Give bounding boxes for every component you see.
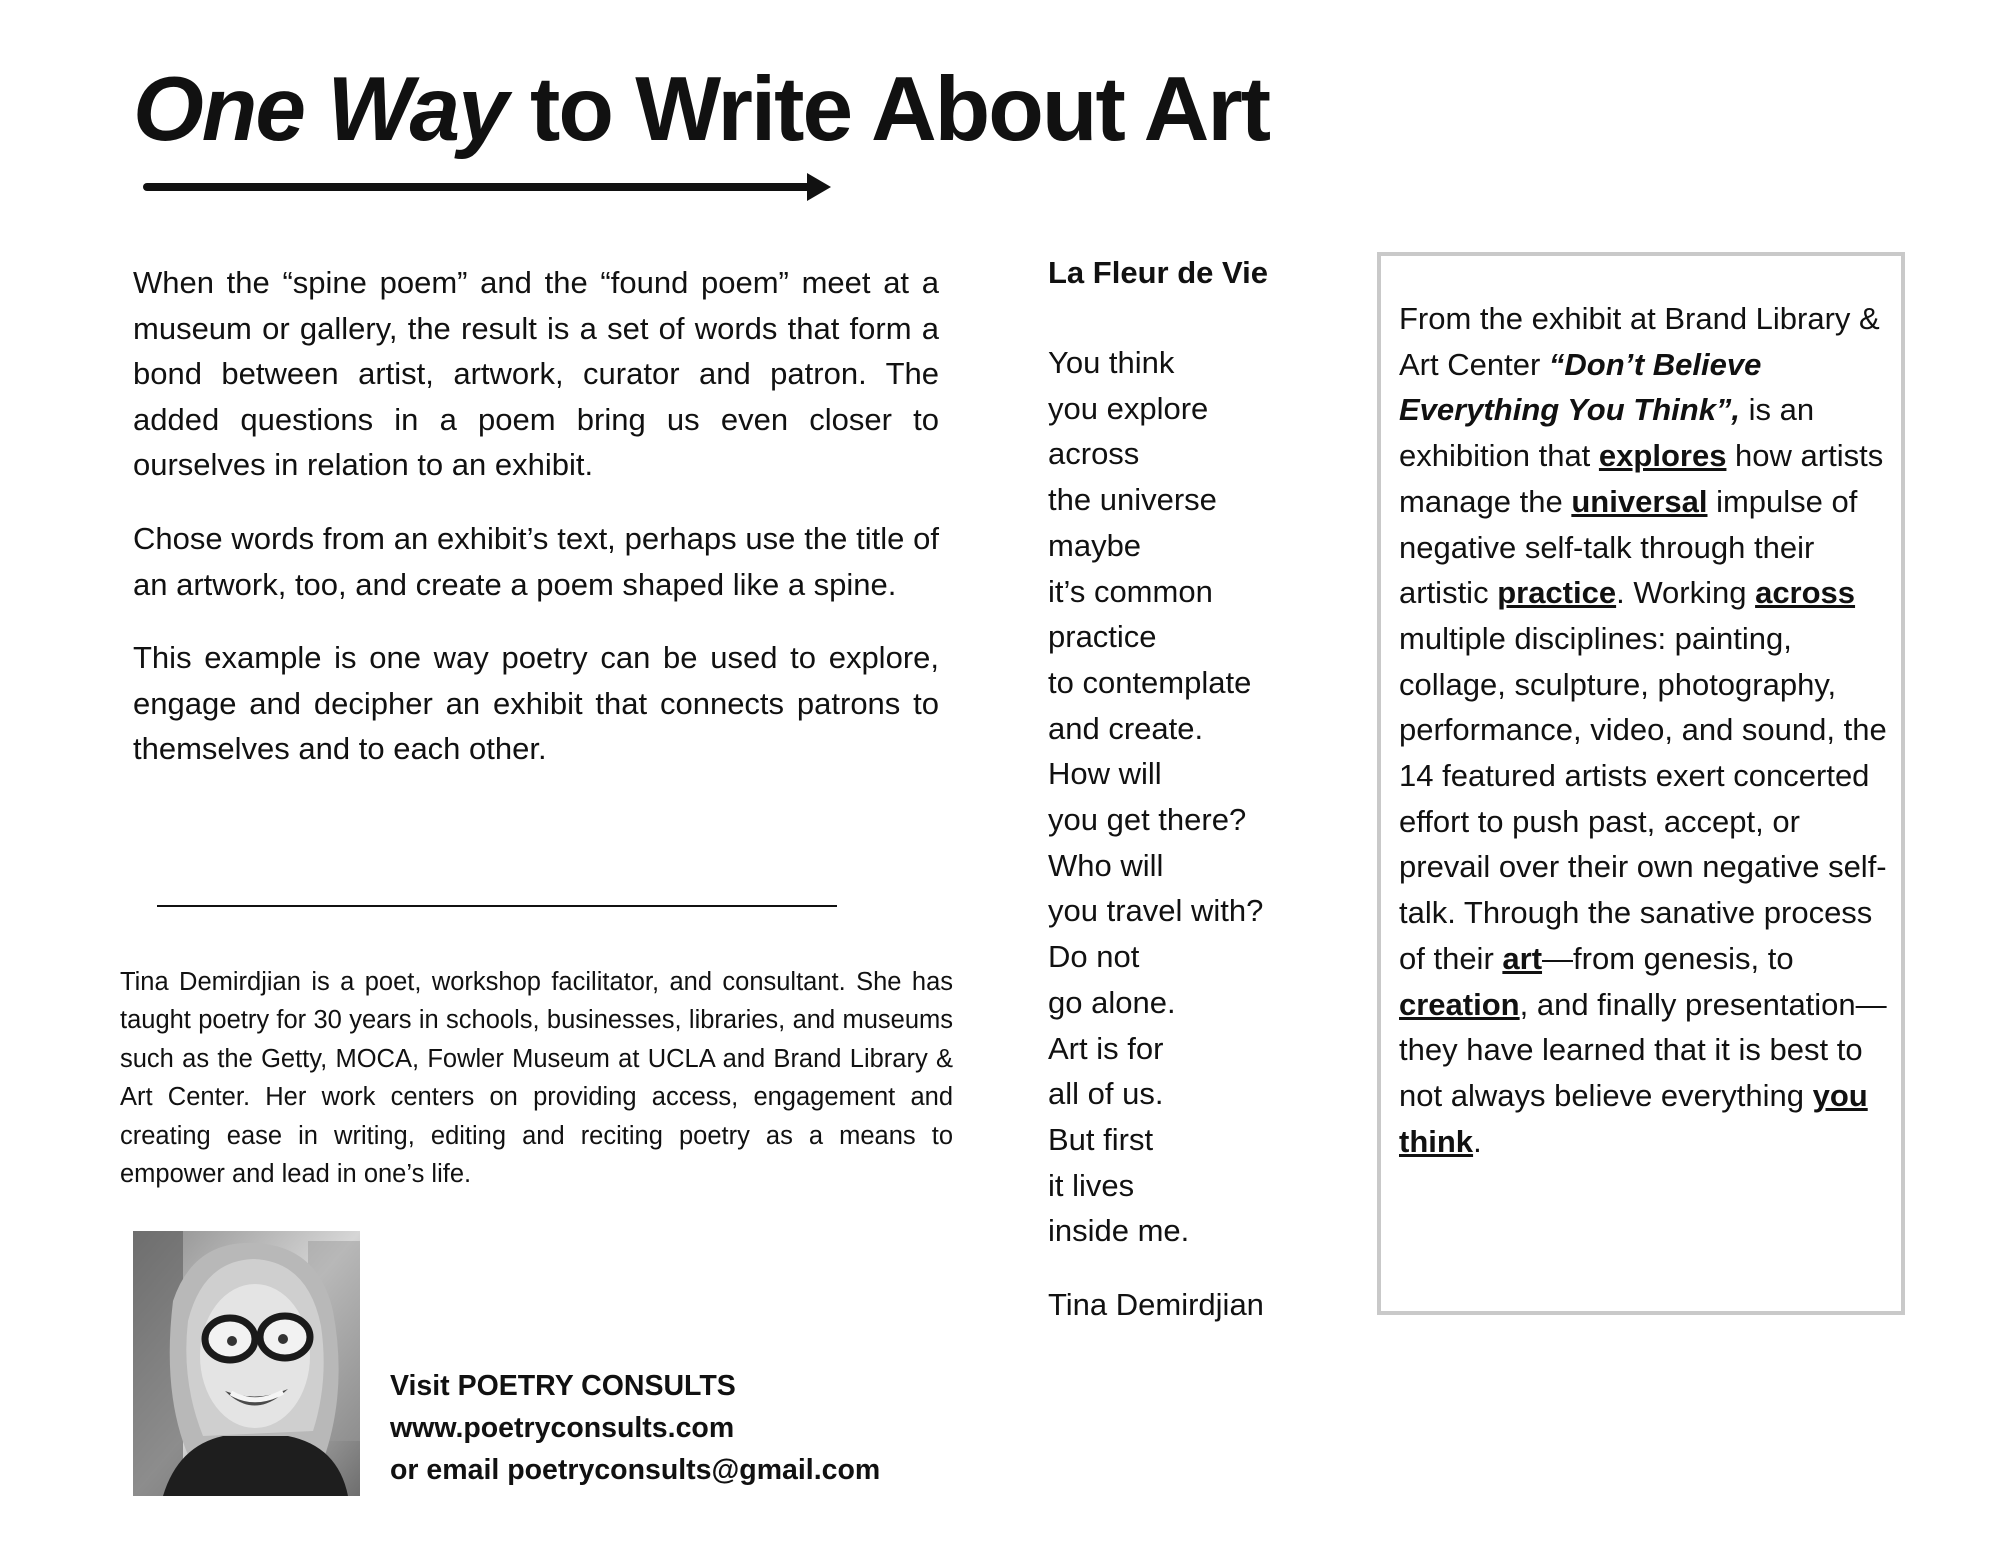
poem-line: maybe — [1048, 527, 1142, 563]
intro-paragraph-2: Chose words from an exhibit’s text, perhaps use the title of an artwork, too, and create a poem shaped like a spine. — [133, 520, 939, 602]
exhibit-description — [1399, 296, 1889, 1164]
contact-website-link[interactable]: www.poetryconsults.com — [390, 1412, 735, 1444]
box-text-segment: . — [1473, 1123, 1482, 1159]
contact-email: or email poetryconsults@gmail.com — [390, 1454, 881, 1486]
highlight-word: practice — [1497, 575, 1617, 611]
highlight-word: art — [1502, 940, 1543, 976]
intro-paragraph-3: This example is one way poetry can be used to explore, engage and decipher an exhibit that connects patrons to themselves and to each other. — [133, 640, 939, 767]
poem-line: inside me. — [1048, 1213, 1190, 1249]
box-text-segment: From the exhibit at Brand Library & Art Center — [1399, 301, 1880, 382]
poem-line: How will — [1048, 756, 1162, 792]
box-text-segment: how artists manage the — [1399, 438, 1884, 519]
poem-line: Do not — [1048, 939, 1140, 975]
poem-line: You think — [1048, 345, 1175, 380]
poem-line: Who will — [1048, 847, 1164, 883]
contact-block — [390, 1365, 880, 1491]
spine-poem — [1048, 250, 1318, 1327]
intro-paragraph-1: When the “spine poem” and the “found poem” meet at a museum or gallery, the result is a set of words that form a bond between artist, artwork, curator and patron. The added questions in a poem bring us even closer to ourselves in relation to an exhibit. — [133, 265, 939, 483]
poem-line: all of us. — [1048, 1076, 1164, 1112]
highlight-word: think — [1399, 1123, 1474, 1159]
poem-line: it’s common — [1048, 573, 1213, 609]
author-bio: Tina Demirdjian is a poet, workshop facilitator, and consultant. She has taught poetry for 30 years in schools, businesses, libraries, and museums such as the Getty, MOCA, Fowler Museum at UCLA and Brand Library & Art Center. Her work centers on providing access, engagement and creating ease in writing, editing and reciting poetry as a means to empower and lead in one’s life. — [120, 968, 953, 1189]
poem-line: it lives — [1048, 1167, 1135, 1203]
author-photo — [133, 1231, 360, 1496]
poem-title: La Fleur de Vie — [1048, 255, 1268, 290]
box-text-segment: multiple disciplines: painting, collage, sculpture, photography, performance, video, and sound, the 14 featured artists exert concerted effort to push past, accept, or prevail over their own negative self-talk. Through the sanative process of their — [1399, 620, 1887, 976]
contact-visit: Visit POETRY CONSULTS — [390, 1370, 736, 1402]
poem-line: go alone. — [1048, 984, 1176, 1020]
poem-line: you explore — [1048, 390, 1209, 426]
poem-line: practice — [1048, 619, 1157, 655]
poem-line: you get there? — [1048, 802, 1247, 838]
poem-line: across — [1048, 436, 1140, 472]
poem-line: Art is for — [1048, 1030, 1164, 1066]
poem-line: and create. — [1048, 710, 1204, 746]
box-text-segment: impulse of negative self-talk through their artistic — [1399, 483, 1858, 611]
poem-line: the universe — [1048, 482, 1217, 518]
highlight-word: creation — [1399, 986, 1520, 1022]
highlight-word: explores — [1598, 438, 1727, 474]
highlight-word: across — [1755, 575, 1856, 611]
poem-line: to contemplate — [1048, 664, 1252, 700]
exhibit-title: “Don’t Believe Everything You Think”, — [1399, 346, 1762, 428]
title-rest: to Write About Art — [530, 59, 1270, 160]
highlight-word: you — [1812, 1077, 1868, 1113]
box-text-segment: , and finally presentation—they have learned that it is best to not always believe everything — [1399, 986, 1887, 1113]
page-title — [133, 59, 1270, 160]
poem-author: Tina Demirdjian — [1048, 1287, 1264, 1323]
poem-line: you travel with? — [1048, 893, 1264, 929]
box-text-segment: —from genesis, to — [1542, 940, 1794, 976]
box-text-segment: is an exhibition that — [1399, 392, 1815, 474]
poem-line: But first — [1048, 1121, 1154, 1157]
intro-section — [133, 260, 939, 800]
highlight-word: universal — [1571, 483, 1708, 519]
title-italic: One Way — [133, 59, 507, 160]
box-text-segment: . Working — [1616, 575, 1756, 611]
section-divider — [157, 905, 837, 907]
exhibit-description-box — [1377, 252, 1905, 1315]
poem-lines — [1048, 340, 1318, 1254]
arrow-right-icon — [143, 170, 843, 204]
